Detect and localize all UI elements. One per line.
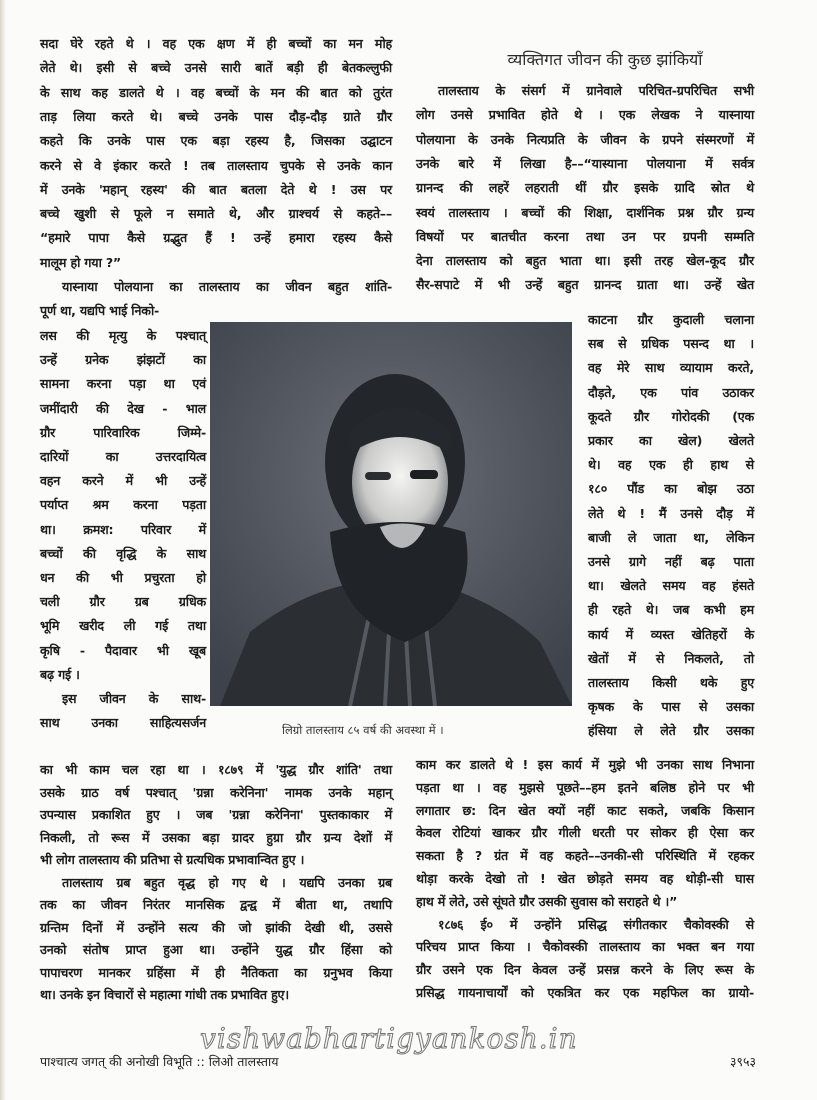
text-line: ग्रौर पारिवारिक जिम्मे- bbox=[40, 424, 206, 440]
text-line: १८७६ ई० में उन्होंने प्रसिद्ध संगीतकार चैकोवस्की से bbox=[438, 916, 754, 932]
text-line: थोड़ा करके देखो तो ! खेत छोड़ते समय वह थोड़ी-सी घास bbox=[416, 871, 754, 886]
text-line: हंसिया ले लेते ग्रौर उसका bbox=[588, 723, 754, 739]
text-line: काटना ग्रौर कुदाली चलाना bbox=[588, 312, 754, 327]
text-line: पूर्ण था, यद्यपि भाई निको- bbox=[40, 303, 160, 319]
text-line: उसके ग्राठ वर्ष पश्चात् 'ग्रन्ना करेनिना' नामक उनके महान् bbox=[40, 784, 392, 800]
text-line: लस की मृत्यु के पश्चात् bbox=[40, 328, 206, 343]
text-line: का भी काम चल रहा था । १८७९ में 'युद्ध ग्रौर शांति' तथा bbox=[40, 762, 392, 777]
portrait-illustration bbox=[210, 322, 572, 706]
text-line: हाथ में लेते, उसे सूंघते ग्रौर उसकी सुवास को सराहते थे ।” bbox=[416, 893, 678, 909]
text-line: कार्य में व्यस्त खेतिहरों के bbox=[588, 626, 754, 642]
text-line: भूमि खरीद ली गई तथा bbox=[40, 618, 206, 634]
text-line: सामना करना पड़ा था एवं bbox=[40, 376, 206, 392]
text-line: लेते थे ! मैं उनसे दौड़ में bbox=[588, 505, 754, 521]
text-line: चली ग्रौर ग्रब ग्रधिक bbox=[40, 594, 206, 610]
text-line: कृषि - पैदावार भी खूब bbox=[40, 642, 206, 658]
text-line: लोग उनसे प्रभावित होते थे । एक लेखक ने यास्नाया bbox=[416, 107, 754, 123]
text-line: विषयों पर बातचीत करना तथा उन पर ग्रपनी सम्मति bbox=[416, 228, 754, 244]
text-line: करने से वे इंकार करते ! तब तालस्ताय चुपके से उनके कान bbox=[40, 157, 392, 173]
text-line: भी लोग तालस्ताय की प्रतिभा से ग्रत्यधिक प्रभावान्वित हुए । bbox=[40, 852, 305, 867]
text-line: ही रहते थे। जब कभी हम bbox=[588, 602, 754, 618]
text-line: प्रकार का खेल) खेलते bbox=[588, 433, 754, 448]
text-line: बच्चे खुशी से फूले न समाते थे, और ग्राश्चर्य से कहते–– bbox=[40, 206, 392, 222]
text-line: साथ उनका साहित्यसर्जन bbox=[40, 715, 206, 731]
text-line: बढ़ गई । bbox=[40, 666, 80, 682]
text-line: दौड़ते, एक पांव उठाकर bbox=[588, 384, 754, 400]
page-number: ३९५३ bbox=[730, 1054, 757, 1069]
text-line: जमींदारी की देख - भाल bbox=[40, 400, 206, 416]
text-line: वह मेरे साथ व्यायाम करते, bbox=[588, 360, 754, 376]
text-line: १८० पौंड का बोझ उठा bbox=[588, 481, 754, 497]
text-line: तालस्ताय किसी थके हुए bbox=[588, 675, 754, 690]
text-line: के साथ कह डालते थे । वह बच्चों के मन की बात को तुरंत bbox=[40, 84, 392, 100]
page-edge-shadow bbox=[0, 0, 6, 1100]
text-line: ग्रन्तिम दिनों में उन्होंने सत्य की जो झांकी देखी थी, उससे bbox=[40, 919, 392, 935]
text-line: था। खेलते समय वह हंसते bbox=[588, 578, 754, 594]
text-line: पापाचरण मानकर ग्रहिंसा में ही नैतिकता का ग्रनुभव किया bbox=[40, 964, 392, 980]
text-line: थे। वह एक ही हाथ से bbox=[588, 457, 754, 473]
text-line: वहन करने में भी उन्हें bbox=[40, 473, 206, 489]
text-line: तालस्ताय के संसर्ग में ग्रानेवाले परिचित-ग्रपरिचित सभी bbox=[438, 83, 754, 98]
text-line: सकता है ? ग्रंत में वह कहते––उनकी-सी परिस्थिति में रहकर bbox=[416, 848, 754, 864]
photo-caption: लिग्रो तालस्ताय ८५ वर्ष की अवस्था में । bbox=[282, 723, 444, 737]
text-line: ग्रौर उसने एक दिन केवल उन्हें प्रसन्न करने के लिए रूस के bbox=[416, 962, 754, 978]
text-line: उन्हें ग्रनेक झंझटों का bbox=[40, 352, 206, 368]
text-line: काम कर डालते थे ! इस कार्य में मुझे भी उनका साथ निभाना bbox=[416, 757, 754, 772]
text-line: पड़ता था । वह मुझसे पूछते––हम इतने बलिष्ठ होने पर भी bbox=[416, 779, 754, 795]
text-line: देना तालस्ताय को बहुत भाता था। इसी तरह खेल-कूद ग्रौर bbox=[416, 253, 754, 269]
text-line: सैर-सपाटे में भी उन्हें बहुत ग्रानन्द ग्राता था। उन्हें खेत bbox=[416, 277, 754, 293]
text-line: उनको संतोष प्राप्त हुआ था। उन्होंने युद्ध ग्रौर हिंसा को bbox=[40, 942, 392, 957]
text-line: ताड़ लिया करते थे। बच्चे उनके पास दौड़-दौड़ ग्राते ग्रौर bbox=[40, 108, 392, 124]
text-line: “हमारे पापा कैसे ग्रद्भुत हैं ! उन्हें हमारा रहस्य कैसे bbox=[40, 230, 392, 246]
text-line: पोलयाना के उनके नित्यप्रति के जीवन के ग्रपने संस्मरणों में bbox=[416, 131, 754, 147]
text-line: उनके बारे में लिखा है––“यास्याना पोलयाना में सर्वत्र bbox=[416, 155, 754, 171]
text-line: में उनके 'महान् रहस्य' की बात बतला देते थे ! उस पर bbox=[40, 181, 392, 197]
text-line: उनसे ग्रागे नहीं बढ़ पाता bbox=[588, 554, 754, 569]
text-line: खेतों में से निकलते, तो bbox=[588, 650, 754, 666]
text-line: सब से ग्रधिक पसन्द था । bbox=[588, 336, 754, 352]
text-line: धन की भी प्रचुरता हो bbox=[40, 570, 206, 585]
text-line: बाजी ले जाता था, लेकिन bbox=[588, 529, 754, 545]
tolstoy-portrait-photo bbox=[210, 322, 572, 706]
text-line: केवल रोटियां खाकर ग्रौर गीली धरती पर सोकर ही ऐसा कर bbox=[416, 825, 754, 841]
text-line: दारियों का उत्तरदायित्व bbox=[40, 449, 206, 464]
text-line: प्रसिद्ध गायनाचार्यों को एकत्रित कर एक महफिल का ग्रायो- bbox=[416, 985, 754, 1000]
text-line: स्वयं तालस्ताय । बच्चों की शिक्षा, दार्शनिक प्रश्न ग्रौर ग्रन्य bbox=[416, 204, 754, 220]
text-line: था। उनके इन विचारों से महात्मा गांधी तक प्रभावित हुए। bbox=[40, 987, 289, 1002]
text-line: निकली, तो रूस में उसका बड़ा ग्रादर हुग्रा ग्रौर ग्रन्य देशों में bbox=[40, 829, 392, 845]
text-line: था। क्रमश: परिवार में bbox=[40, 521, 206, 537]
text-line: उपन्यास प्रकाशित हुए । जब 'ग्रन्ना करेनिना' पुस्तकाकार में bbox=[40, 807, 392, 822]
text-line: पर्याप्त श्रम करना पड़ता bbox=[40, 497, 206, 513]
text-line: कृषक के पास से उसका bbox=[588, 699, 754, 715]
watermark-text: vishwabhartigyankosh.in bbox=[200, 1022, 578, 1055]
text-line: इस जीवन के साथ- bbox=[62, 691, 206, 706]
section-heading: व्यक्तिगत जीवन की कुछ झांकियाँ bbox=[507, 50, 703, 69]
text-line: सदा घेरे रहते थे । वह एक क्षण में ही बच्चों का मन मोह bbox=[40, 36, 392, 51]
text-line: मालूम हो गया ?” bbox=[40, 254, 122, 270]
text-line: तक का जीवन निरंतर मानसिक द्वन्द्व में बीता था, तथापि bbox=[40, 897, 392, 912]
running-title: पाश्चात्य जगत् की अनोखी विभूति :: लिओ तालस्ताय bbox=[40, 1054, 279, 1069]
text-line: ग्रानन्द की लहरें लहराती थीं ग्रौर इसके ग्रादि स्रोत थे bbox=[416, 180, 754, 196]
text-line: लगातार छ: दिन खेत क्यों नहीं काट सकते, जबकि किसान bbox=[416, 802, 754, 818]
text-line: लेते थे। इसी से बच्चे उनसे सारी बातें बड़ी ही बेतकल्लुफी bbox=[40, 60, 392, 76]
text-line: परिचय प्राप्त किया । चैकोवस्की तालस्ताय का भक्त बन गया bbox=[416, 939, 754, 955]
text-line: तालस्ताय ग्रब बहुत वृद्ध हो गए थे । यद्यपि उनका ग्रब bbox=[62, 874, 392, 890]
text-line: कहते कि उनके पास एक बड़ा रहस्य है, जिसका उद्घाटन bbox=[40, 133, 392, 149]
text-line: बच्चों की वृद्धि के साथ bbox=[40, 545, 206, 561]
text-line: यास्नाया पोलयाना का तालस्ताय का जीवन बहुत शांति- bbox=[62, 279, 392, 294]
text-line: कूदते ग्रौर गोरोदकी (एक bbox=[588, 408, 754, 424]
